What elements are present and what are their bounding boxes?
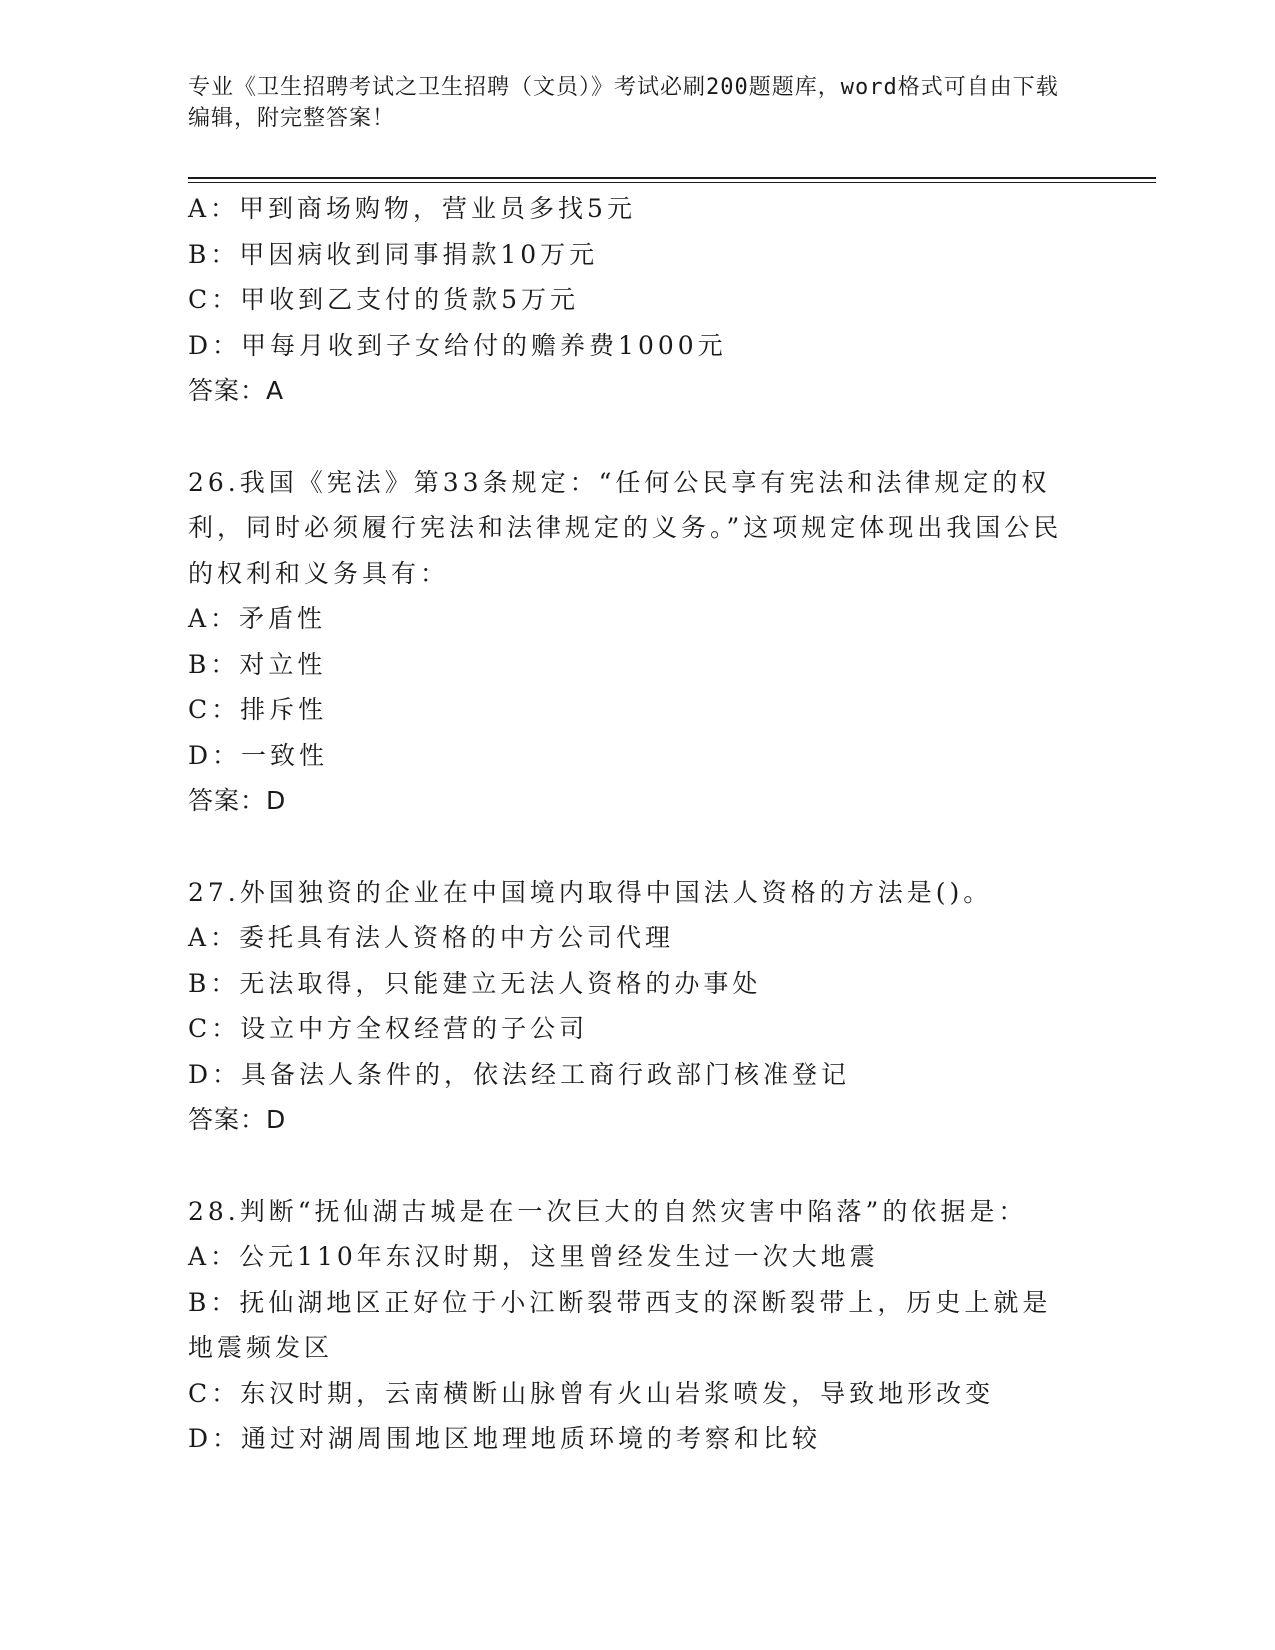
question-text: 26.我国《宪法》第33条规定：“任何公民享有宪法和法律规定的权利，同时必须履行宪法和法律规定的义务。”这项规定体现出我国公民的权利和义务具有：: [188, 467, 1063, 588]
option-b: B：无法取得，只能建立无法人资格的办事处: [188, 968, 762, 998]
option-b: B：抚仙湖地区正好位于小江断裂带西支的深断裂带上，历史上就是地震频发区: [188, 1287, 1052, 1362]
option-d: D：甲每月收到子女给付的赡养费1000元: [188, 330, 727, 360]
option-d: D：具备法人条件的，依法经工商行政部门核准登记: [188, 1059, 851, 1089]
header-divider: [188, 177, 1156, 179]
option-a: A：甲到商场购物，营业员多找5元: [188, 194, 636, 223]
option-a: A：矛盾性: [188, 604, 327, 633]
option-b: B：甲因病收到同事捐款10万元: [188, 239, 599, 269]
spacer: [188, 414, 1088, 460]
question-25-block: [188, 186, 1088, 414]
question-text: 27.外国独资的企业在中国境内取得中国法人资格的方法是()。: [188, 877, 993, 907]
answer: 答案：D: [188, 1105, 287, 1134]
document-header: 专业《卫生招聘考试之卫生招聘（文员）》考试必刷200题题库，word格式可自由下载编辑，附完整答案！: [188, 75, 1059, 131]
question-28-block: [188, 1189, 1088, 1462]
option-c: C：东汉时期，云南横断山脉曾有火山岩浆喷发，导致地形改变: [188, 1378, 995, 1408]
option-d: D：通过对湖周围地区地理地质环境的考察和比较: [188, 1424, 822, 1453]
question-27-block: [188, 870, 1088, 1143]
question-26-block: [188, 460, 1088, 824]
spacer: [188, 1143, 1088, 1189]
spacer: [188, 824, 1088, 870]
option-c: C：排斥性: [188, 695, 328, 724]
answer: 答案：A: [188, 376, 285, 405]
option-c: C：设立中方全权经营的子公司: [188, 1014, 589, 1043]
option-a: A：公元110年东汉时期，这里曾经发生过一次大地震: [188, 1242, 879, 1271]
header-divider-thin: [188, 182, 1156, 183]
option-b: B：对立性: [188, 649, 327, 679]
option-a: A：委托具有法人资格的中方公司代理: [188, 923, 675, 952]
option-c: C：甲收到乙支付的货款5万元: [188, 285, 580, 314]
option-d: D：一致性: [188, 740, 329, 770]
question-list: [188, 186, 1088, 1462]
question-text: 28.判断“抚仙湖古城是在一次巨大的自然灾害中陷落”的依据是：: [188, 1196, 1028, 1226]
answer: 答案：D: [188, 786, 287, 815]
